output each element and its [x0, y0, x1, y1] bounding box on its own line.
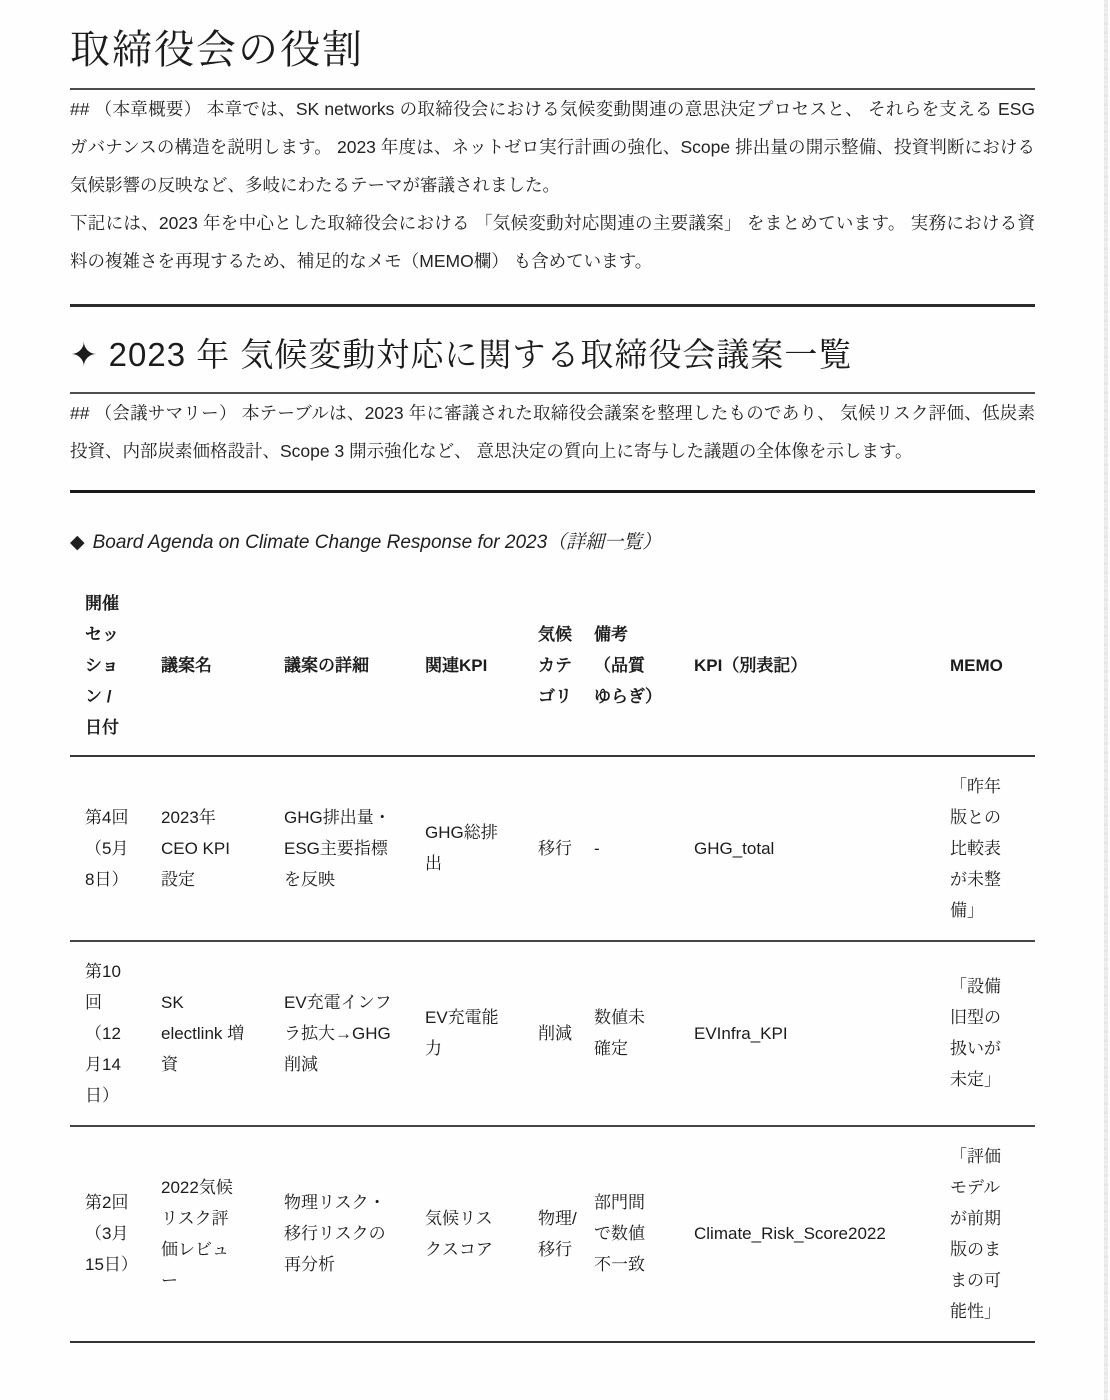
section-heading [70, 333, 1035, 378]
column-header-related-kpi: 関連KPI [423, 578, 536, 756]
page-title: 取締役会の役割 [70, 24, 1035, 90]
cell-session-date: 第10回（12月14日） [70, 941, 155, 1126]
column-header-remarks: 備考（品質ゆらぎ） [592, 578, 692, 756]
cell-climate-category: 削減 [536, 941, 592, 1126]
four-pointed-star-icon: ✦ [70, 336, 99, 373]
table-row [70, 756, 1035, 941]
cell-memo: 「評価モデルが前期版のままの可能性」 [945, 1126, 1035, 1342]
table-row [70, 941, 1035, 1126]
cell-remarks: 部門間で数値不一致 [592, 1126, 692, 1342]
cell-kpi-alias: GHG_total [692, 756, 945, 941]
cell-agenda-name: 2023年 CEO KPI 設定 [155, 756, 278, 941]
table-row [70, 1126, 1035, 1342]
table-caption [70, 527, 1035, 554]
section-heading-text: 2023 年 気候変動対応に関する取締役会議案一覧 [108, 336, 853, 373]
column-header-agenda-detail: 議案の詳細 [278, 578, 423, 756]
cell-agenda-detail: 物理リスク・移行リスクの再分析 [278, 1126, 423, 1342]
scan-artifact [1104, 0, 1108, 1400]
cell-related-kpi: EV充電能力 [423, 941, 536, 1126]
column-header-memo: MEMO [945, 578, 1035, 756]
column-header-kpi-alias: KPI（別表記） [692, 578, 945, 756]
cell-related-kpi: GHG総排出 [423, 756, 536, 941]
divider-above-section [70, 304, 1035, 307]
table-caption-text: Board Agenda on Climate Change Response for 2023（詳細一覧） [92, 531, 662, 553]
cell-memo: 「設備旧型の扱いが未定」 [945, 941, 1035, 1126]
overview-paragraph: ## （本章概要） 本章では、SK networks の取締役会における気候変動関連の意思決定プロセスと、 それらを支える ESG ガバナンスの構造を説明します。 2023 年度は、ネットゼロ実行計画の強化、Scope 排出量の開示整備、投資判断における 気候影響の反映など、多岐にわたるテーマが審議されました。 [70, 99, 1035, 195]
cell-agenda-detail: EV充電インフラ拡大→GHG削減 [278, 941, 423, 1126]
summary-paragraph: ## （会議サマリー） 本テーブルは、2023 年に審議された取締役会議案を整理したものであり、 気候リスク評価、低炭素投資、内部炭素価格設計、Scope 3 開示強化など、 意思決定の質向上に寄与した議題の全体像を示します。 [70, 402, 1035, 461]
agenda-table [70, 578, 1035, 1343]
cell-kpi-alias: EVInfra_KPI [692, 941, 945, 1126]
intro-paragraph: 下記には、2023 年を中心とした取締役会における 「気候変動対応関連の主要議案」 をまとめています。 実務における資料の複雑さを再現するため、補足的なメモ（MEMO欄） も含めています。 [70, 213, 1035, 271]
cell-climate-category: 移行 [536, 756, 592, 941]
cell-session-date: 第4回（5月8日） [70, 756, 155, 941]
cell-kpi-alias: Climate_Risk_Score2022 [692, 1126, 945, 1342]
cell-remarks: 数値未確定 [592, 941, 692, 1126]
cell-remarks: - [592, 756, 692, 941]
diamond-icon: ◆ [70, 531, 85, 553]
cell-related-kpi: 気候リスクスコア [423, 1126, 536, 1342]
column-header-session-date: 開催セッション / 日付 [70, 578, 155, 756]
column-header-climate-category: 気候カテゴリ [536, 578, 592, 756]
cell-memo: 「昨年版との比較表が未整備」 [945, 756, 1035, 941]
cell-agenda-name: 2022気候リスク評価レビュー [155, 1126, 278, 1342]
table-header-row [70, 578, 1035, 756]
column-header-agenda-name: 議案名 [155, 578, 278, 756]
divider-above-table [70, 490, 1035, 493]
cell-session-date: 第2回（3月15日） [70, 1126, 155, 1342]
cell-agenda-name: SK electlink 増資 [155, 941, 278, 1126]
cell-agenda-detail: GHG排出量・ESG主要指標を反映 [278, 756, 423, 941]
cell-climate-category: 物理/移行 [536, 1126, 592, 1342]
